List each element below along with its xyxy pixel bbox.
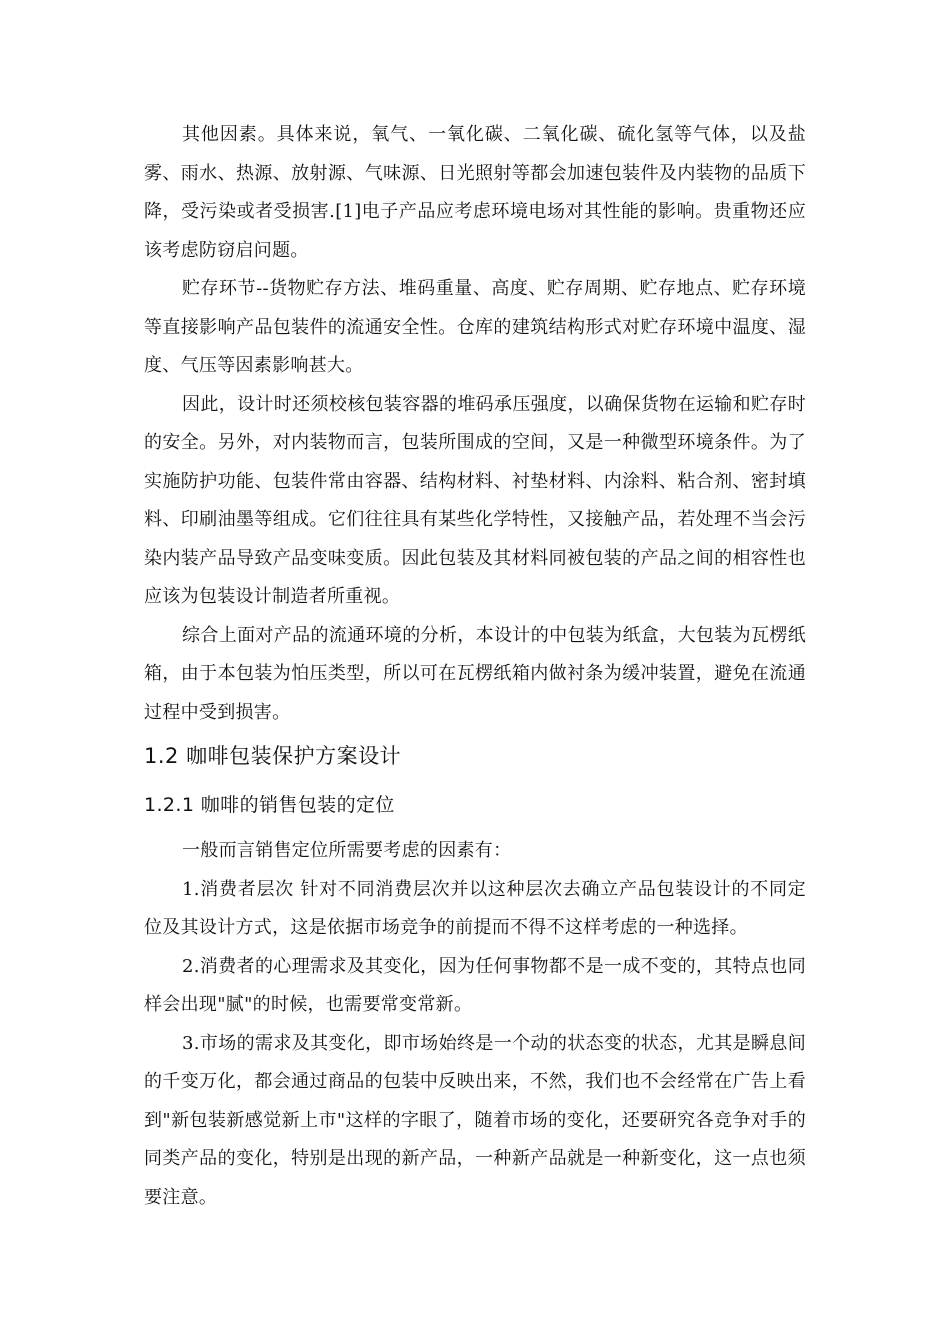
paragraph-factors-intro: 一般而言销售定位所需要考虑的因素有： <box>182 840 512 861</box>
section-heading-1-2: 1.2 咖啡包装保护方案设计 <box>144 744 402 768</box>
section-heading-1-2-1: 1.2.1 咖啡的销售包装的定位 <box>144 794 395 816</box>
paragraph-compatibility: 因此，设计时还须校核包装容器的堆码承压强度，以确保货物在运输和贮存时的安全。另外，对内装物而言，包装所围成的空间，又是一种微型环境条件。为了实施防护功能、包装件常由容器、结构材料、衬垫材料、内涂料、粘合剂、密封填料、印刷油墨等组成。它们往往具有某些化学特性，又接触产品，若处理不当会污染内装产品导致产品变味变质。因此包装及其材料同被包装的产品之间的相容性也应该为包装设计制造者所重视。 <box>144 393 806 607</box>
paragraph-factor-3: 3.市场的需求及其变化，即市场始终是一个动的状态变的状态，尤其是瞬息间的千变万化，都会通过商品的包装中反映出来，不然，我们也不会经常在广告上看到"新包装新感觉新上市"这样的字眼了，随着市场的变化，还要研究各竞争对手的同类产品的变化，特别是出现的新产品，一种新产品就是一种新变化，这一点也须要注意。 <box>144 1032 806 1208</box>
paragraph-factor-2: 2.消费者的心理需求及其变化，因为任何事物都不是一成不变的，其特点也同样会出现"腻"的时候，也需要常变常新。 <box>144 955 806 1015</box>
paragraph-other-factors: 其他因素。具体来说，氧气、一氧化碳、二氧化碳、硫化氢等气体，以及盐雾、雨水、热源、放射源、气味源、日光照射等都会加速包装件及内装物的品质下降，受污染或者受损害.[1]电子产品应考虑环境电场对其性能的影响。贵重物还应该考虑防窃启问题。 <box>144 124 806 261</box>
paragraph-summary: 综合上面对产品的流通环境的分析，本设计的中包装为纸盒，大包装为瓦楞纸箱，由于本包装为怕压类型，所以可在瓦楞纸箱内做衬条为缓冲装置，避免在流通过程中受到损害。 <box>144 624 806 723</box>
paragraph-factor-1: 1.消费者层次 针对不同消费层次并以这种层次去确立产品包装设计的不同定位及其设计方式，这是依据市场竞争的前提而不得不这样考虑的一种选择。 <box>144 878 806 938</box>
document-body <box>144 116 806 1217</box>
paragraph-storage: 贮存环节--货物贮存方法、堆码重量、高度、贮存周期、贮存地点、贮存环境等直接影响产品包装件的流通安全性。仓库的建筑结构形式对贮存环境中温度、湿度、气压等因素影响甚大。 <box>144 278 806 376</box>
